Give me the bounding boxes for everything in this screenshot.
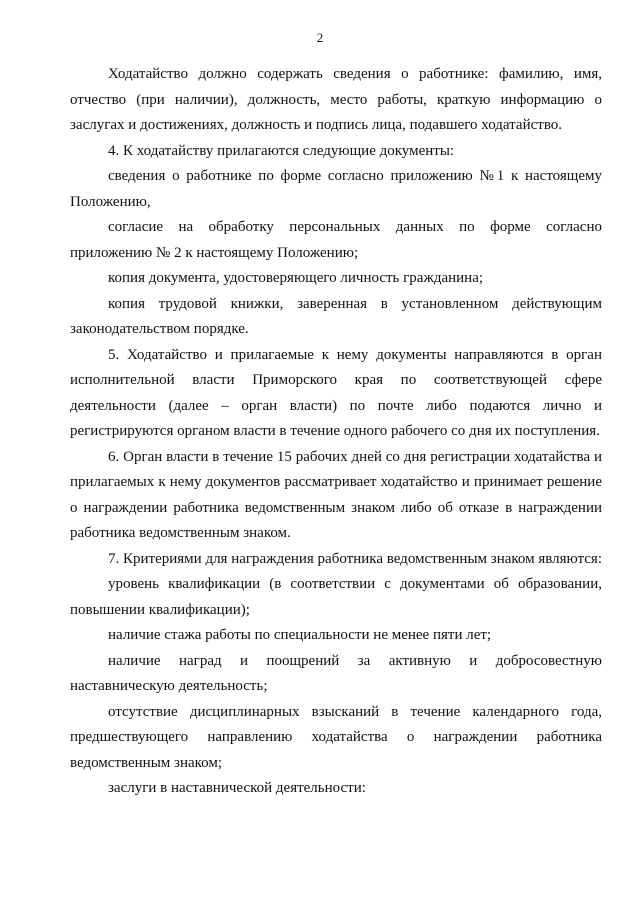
document-body xyxy=(70,62,602,802)
paragraph-work-experience: наличие стажа работы по специальности не менее пяти лет; xyxy=(108,627,492,643)
paragraph-mentoring-merits: заслуги в наставнической деятельности: xyxy=(108,780,366,796)
paragraph-no-penalties: отсутствие дисциплинарных взысканий в течение календарного года, предшествующего направлению ходатайства о награждении работника ведомственным знаком; xyxy=(70,703,602,771)
paragraph-item-6: 6. Орган власти в течение 15 рабочих дней со дня регистрации ходатайства и прилагаемых к нему документов рассматривает ходатайство и принимает решение о награждении работника ведомственным знаком либо об отказе в награждении работника ведомственным знаком. xyxy=(70,448,602,541)
paragraph-item-5: 5. Ходатайство и прилагаемые к нему документы направляются в орган исполнительной власти Приморского края по соответствующей сфере деятельности (далее – орган власти) по почте либо подаются лично и регистрируются органом власти в течение одного рабочего со дня их поступления. xyxy=(70,346,602,439)
paragraph-item-4: 4. К ходатайству прилагаются следующие документы: xyxy=(108,142,455,159)
paragraph-awards: наличие наград и поощрений за активную и добросовестную наставническую деятельность; xyxy=(70,652,602,694)
paragraph-employee-info: сведения о работнике по форме согласно приложению №1 к настоящему Положению, xyxy=(70,168,602,210)
paragraph-item-7: 7. Критериями для награждения работника ведомственным знаком являются: xyxy=(108,550,602,567)
paragraph-qualification-level: уровень квалификации (в соответствии с документами об образовании, повышении квалификации); xyxy=(70,576,602,618)
paragraph-personal-data-consent: согласие на обработку персональных данных по форме согласно приложению № 2 к настоящему Положению; xyxy=(70,219,602,261)
paragraph-employment-record: копия трудовой книжки, заверенная в установленном действующим законодательством порядке. xyxy=(70,295,602,337)
paragraph-petition-contents: Ходатайство должно содержать сведения о работнике: фамилию, имя, отчество (при наличии), должность, место работы, краткую информацию о заслугах и достижениях, должность и подпись лица, подавшего ходатайство. xyxy=(70,66,602,133)
page-number: 2 xyxy=(316,30,324,45)
paragraph-identity-document: копия документа, удостоверяющего личность гражданина; xyxy=(108,270,484,286)
